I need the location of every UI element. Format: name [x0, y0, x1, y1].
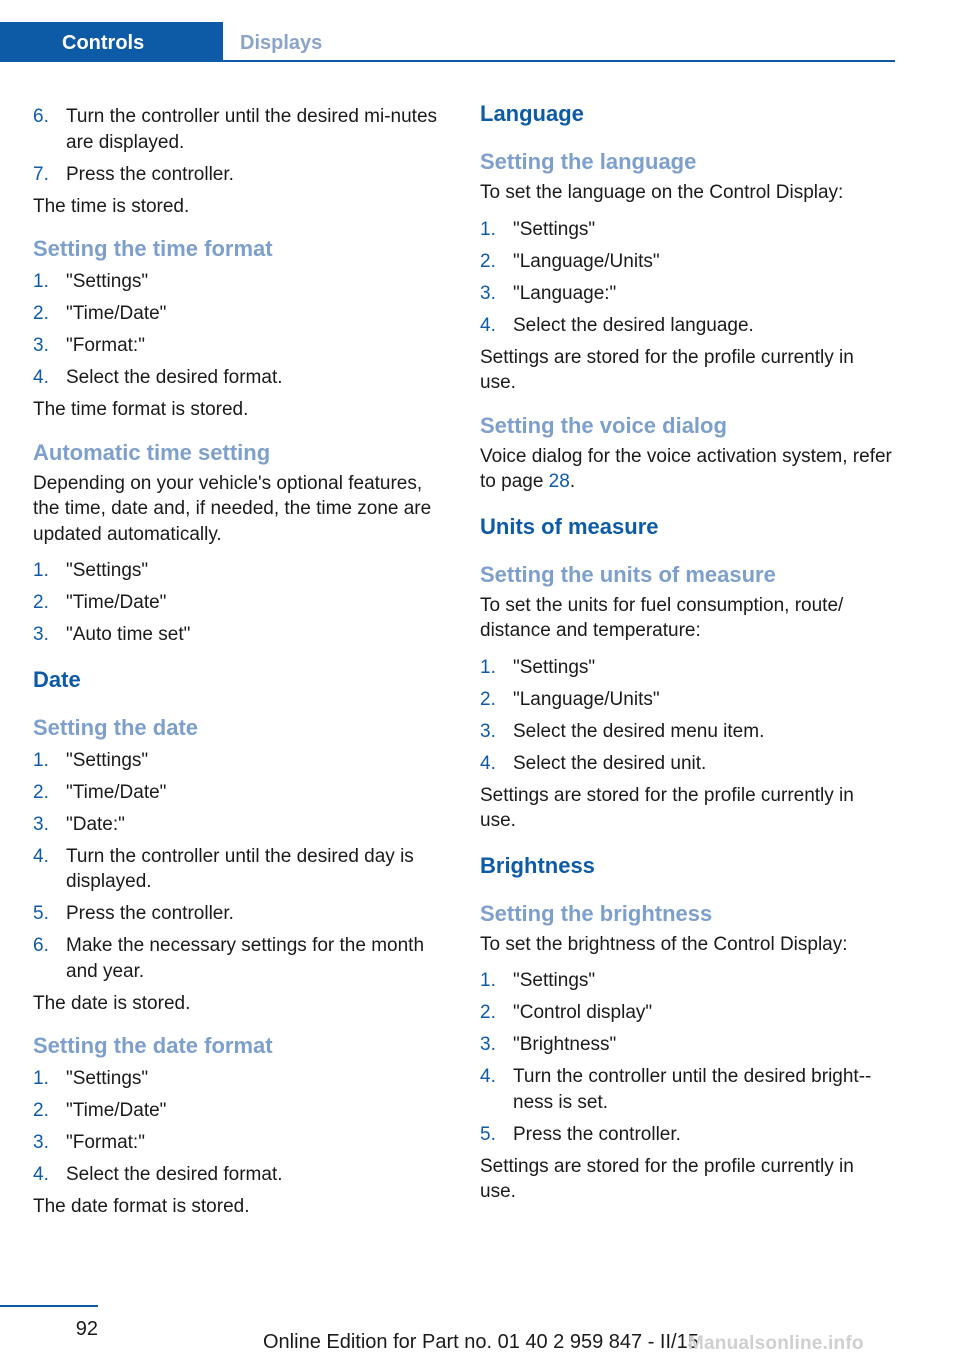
- watermark: Manualsonline.info: [688, 1333, 864, 1354]
- step-text: Press the controller.: [513, 1123, 681, 1145]
- heading-date: Date: [33, 666, 81, 692]
- steps-auto-time: [33, 558, 447, 648]
- step-text: Select the desired unit.: [513, 752, 707, 774]
- step-text: "Time/Date": [66, 303, 167, 324]
- paragraph-date-format-stored: The date format is stored.: [33, 1196, 250, 1217]
- step-text: Select the desired menu item.: [513, 720, 765, 742]
- list-item: 4. Select the desired unit.: [480, 751, 894, 777]
- list-item: 6. Make the necessary settings for the month and year.: [33, 933, 447, 984]
- step-text: "Control display": [513, 1002, 653, 1023]
- heading-auto-time: Automatic time setting: [33, 439, 271, 465]
- list-item: 1. "Settings": [480, 217, 894, 243]
- list-item: 5. Press the controller.: [480, 1122, 894, 1148]
- steps-time-format: [33, 269, 447, 391]
- step-text: Select the desired format.: [66, 1164, 283, 1185]
- list-item: 2. "Time/Date": [33, 301, 447, 327]
- paragraph-date-stored: The date is stored.: [33, 992, 191, 1014]
- step-text: "Settings": [513, 656, 596, 678]
- step-number: 7.: [33, 163, 49, 185]
- paragraph-auto-time: Depending on your vehicle's optional features, the time, date and, if needed, the time zone are updated automatically.: [33, 472, 432, 545]
- step-text: Make the necessary settings for the month and year.: [66, 935, 425, 982]
- step-text: "Settings": [513, 218, 596, 240]
- list-item: 3. "Date:": [33, 812, 447, 838]
- right-column: [480, 100, 894, 1205]
- list-item: 3. Select the desired menu item.: [480, 719, 894, 745]
- heading-voice-dialog: Setting the voice dialog: [480, 412, 727, 438]
- list-item: 2. "Time/Date": [33, 590, 447, 616]
- left-column: [33, 100, 447, 1220]
- list-item: 5. Press the controller.: [33, 901, 447, 927]
- list-item: 4. Select the desired language.: [480, 313, 894, 339]
- step-text: "Brightness": [513, 1034, 617, 1055]
- steps-set-date: [33, 748, 447, 985]
- heading-units: Units of measure: [480, 513, 659, 539]
- heading-time-format: Setting the time format: [33, 236, 273, 261]
- heading-set-date: Setting the date: [33, 714, 199, 740]
- steps-set-brightness: [480, 968, 894, 1147]
- step-text: "Time/Date": [66, 781, 167, 803]
- paragraph-settings-stored: Settings are stored for the profile currently in use.: [480, 346, 854, 393]
- list-item: 3. "Language:": [480, 281, 894, 307]
- list-item: 1. "Settings": [33, 748, 447, 774]
- step-text: "Settings": [66, 271, 149, 292]
- tab-controls[interactable]: Controls: [0, 22, 223, 62]
- step-text: "Auto time set": [66, 624, 191, 645]
- step-text: Select the desired language.: [513, 314, 754, 336]
- paragraph-time-stored: The time is stored.: [33, 195, 190, 217]
- step-text: Select the desired format.: [66, 367, 283, 388]
- steps-set-units: [480, 655, 894, 777]
- list-item: 3. "Format:": [33, 1130, 447, 1156]
- step-text: "Language/Units": [513, 688, 660, 710]
- step-text: "Settings": [66, 1068, 149, 1089]
- footer-rule: [0, 1305, 98, 1307]
- step-text: "Format:": [66, 1132, 145, 1153]
- list-item: 1. "Settings": [33, 1066, 447, 1092]
- step-text: "Settings": [66, 749, 149, 771]
- paragraph-time-format-stored: The time format is stored.: [33, 399, 249, 420]
- list-item: [33, 162, 447, 188]
- list-item: 1. "Settings": [480, 968, 894, 994]
- list-item: 1. "Settings": [33, 269, 447, 295]
- list-item: 4. Turn the controller until the desired bright-ness is set.: [480, 1064, 894, 1115]
- step-text: "Settings": [66, 560, 149, 581]
- heading-set-language: Setting the language: [480, 149, 697, 174]
- paragraph-brightness: To set the brightness of the Control Display:: [480, 933, 848, 955]
- step-text: "Settings": [513, 970, 596, 991]
- step-text: "Time/Date": [66, 1100, 167, 1121]
- step-text: "Date:": [66, 813, 125, 835]
- steps-minutes: [33, 104, 447, 187]
- step-text: "Language/Units": [513, 250, 660, 272]
- edition-note: Online Edition for Part no. 01 40 2 959 847 - II/15: [263, 1331, 699, 1353]
- step-text: Turn the controller until the desired mi-nutes are displayed.: [66, 106, 438, 153]
- heading-set-brightness: Setting the brightness: [480, 900, 713, 926]
- list-item: 4. Select the desired format.: [33, 365, 447, 391]
- heading-language: Language: [480, 101, 584, 126]
- tab-displays[interactable]: Displays: [240, 32, 323, 54]
- list-item: 4. Select the desired format.: [33, 1162, 447, 1188]
- list-item: 1. "Settings": [33, 558, 447, 584]
- list-item: 3. "Auto time set": [33, 622, 447, 648]
- list-item: 3. "Format:": [33, 333, 447, 359]
- step-text: "Format:": [66, 335, 145, 356]
- paragraph-voice-dialog: Voice dialog for the voice activation system, refer to page 28.: [480, 445, 892, 492]
- list-item: 2. "Time/Date": [33, 780, 447, 806]
- list-item: 3. "Brightness": [480, 1032, 894, 1058]
- step-number: 6.: [33, 106, 49, 127]
- paragraph-units: To set the units for fuel consumption, route/ distance and temperature:: [480, 594, 844, 641]
- list-item: 4. Turn the controller until the desired day is displayed.: [33, 844, 447, 895]
- step-text: "Language:": [513, 282, 617, 304]
- steps-date-format: [33, 1066, 447, 1188]
- paragraph-language: To set the language on the Control Display:: [480, 182, 844, 203]
- list-item: 2. "Time/Date": [33, 1098, 447, 1124]
- step-text: Turn the controller until the desired bright-ness is set.: [513, 1066, 872, 1113]
- paragraph-settings-stored: Settings are stored for the profile currently in use.: [480, 784, 854, 831]
- step-text: "Time/Date": [66, 592, 167, 613]
- heading-date-format: Setting the date format: [33, 1033, 273, 1058]
- paragraph-settings-stored: Settings are stored for the profile currently in use.: [480, 1155, 854, 1202]
- step-text: Turn the controller until the desired day is displayed.: [66, 845, 414, 892]
- list-item: 2. "Language/Units": [480, 687, 894, 713]
- step-text: Press the controller.: [66, 903, 234, 924]
- heading-set-units: Setting the units of measure: [480, 561, 776, 587]
- list-item: 2. "Control display": [480, 1000, 894, 1026]
- steps-set-language: [480, 217, 894, 339]
- page-reference-link[interactable]: 28: [548, 471, 570, 492]
- section-tab-bar: [0, 22, 895, 62]
- page-number: 92: [75, 1318, 98, 1340]
- list-item: 2. "Language/Units": [480, 249, 894, 275]
- heading-brightness: Brightness: [480, 852, 595, 878]
- list-item: 1. "Settings": [480, 655, 894, 681]
- list-item: [33, 104, 447, 155]
- step-text: Press the controller.: [66, 163, 234, 185]
